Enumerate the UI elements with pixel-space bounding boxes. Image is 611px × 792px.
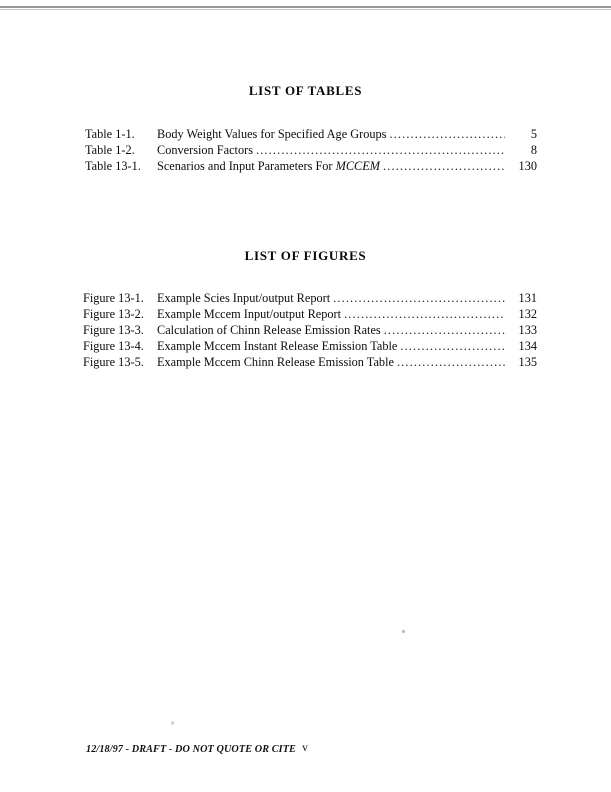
- toc-entry-title: Example Scies Input/output Report: [157, 291, 331, 305]
- toc-entry-label: Figure 13-2.: [83, 307, 144, 321]
- table-of-contents-row[interactable]: [0, 143, 611, 159]
- toc-entry-page-number: 135: [518, 355, 537, 369]
- scan-edge-line: [0, 6, 611, 8]
- toc-entry-title: Calculation of Chinn Release Emission Rates: [157, 323, 381, 337]
- toc-entry-page-number: 5: [530, 127, 537, 141]
- toc-entry-label: Table 1-1.: [85, 127, 135, 141]
- toc-entry-label: Figure 13-5.: [83, 355, 144, 369]
- toc-dot-leader: [389, 127, 505, 139]
- toc-entry-label: Figure 13-1.: [83, 291, 144, 305]
- toc-entry-title: Example Mccem Chinn Release Emission Table: [157, 355, 394, 369]
- toc-entry-page-number: 131: [518, 291, 537, 305]
- table-of-contents-row[interactable]: [0, 339, 611, 355]
- toc-entry-title-emphasis: MCCEM: [335, 159, 381, 173]
- toc-entry-label: Figure 13-3.: [83, 323, 144, 337]
- toc-entry-page-number: 8: [530, 143, 537, 157]
- table-of-contents-row[interactable]: [0, 355, 611, 371]
- table-of-contents-row[interactable]: [0, 323, 611, 339]
- toc-entry-label: Figure 13-4.: [83, 339, 144, 353]
- list-of-figures-entries: [0, 291, 611, 371]
- table-of-contents-row[interactable]: [0, 159, 611, 175]
- footer-draft-notice: 12/18/97 - DRAFT - DO NOT QUOTE OR CITE: [86, 744, 296, 755]
- toc-entry-label: Table 1-2.: [85, 143, 135, 157]
- toc-entry-title: Example Mccem Instant Release Emission Table: [157, 339, 398, 353]
- page-number: v: [302, 742, 308, 754]
- toc-entry-title: Scenarios and Input Parameters For MCCEM: [157, 159, 381, 173]
- table-of-contents-row[interactable]: [0, 291, 611, 307]
- toc-entry-title: Body Weight Values for Specified Age Groups: [157, 127, 387, 141]
- toc-entry-label: Table 13-1.: [85, 159, 141, 173]
- toc-dot-leader: [344, 307, 505, 319]
- toc-dot-leader: [384, 323, 505, 335]
- toc-entry-page-number: 130: [518, 159, 537, 173]
- toc-entry-title: Example Mccem Input/output Report: [157, 307, 342, 321]
- list-of-figures-heading: LIST OF FIGURES: [244, 248, 367, 263]
- toc-entry-title: Conversion Factors: [157, 143, 253, 157]
- table-of-contents-row[interactable]: [0, 127, 611, 143]
- list-of-tables-entries: [0, 127, 611, 175]
- scan-edge-line-secondary: [0, 9, 611, 10]
- toc-entry-page-number: 134: [518, 339, 537, 353]
- table-of-contents-row[interactable]: [0, 307, 611, 323]
- scan-artifact-speck: [171, 721, 174, 725]
- toc-dot-leader: [256, 143, 505, 155]
- list-of-tables-heading: LIST OF TABLES: [248, 83, 363, 98]
- toc-entry-page-number: 133: [518, 323, 537, 337]
- toc-dot-leader: [333, 291, 505, 303]
- toc-dot-leader: [397, 355, 505, 367]
- scan-artifact-speck: [402, 630, 405, 633]
- toc-dot-leader: [383, 159, 505, 171]
- toc-entry-page-number: 132: [518, 307, 537, 321]
- toc-dot-leader: [400, 339, 505, 351]
